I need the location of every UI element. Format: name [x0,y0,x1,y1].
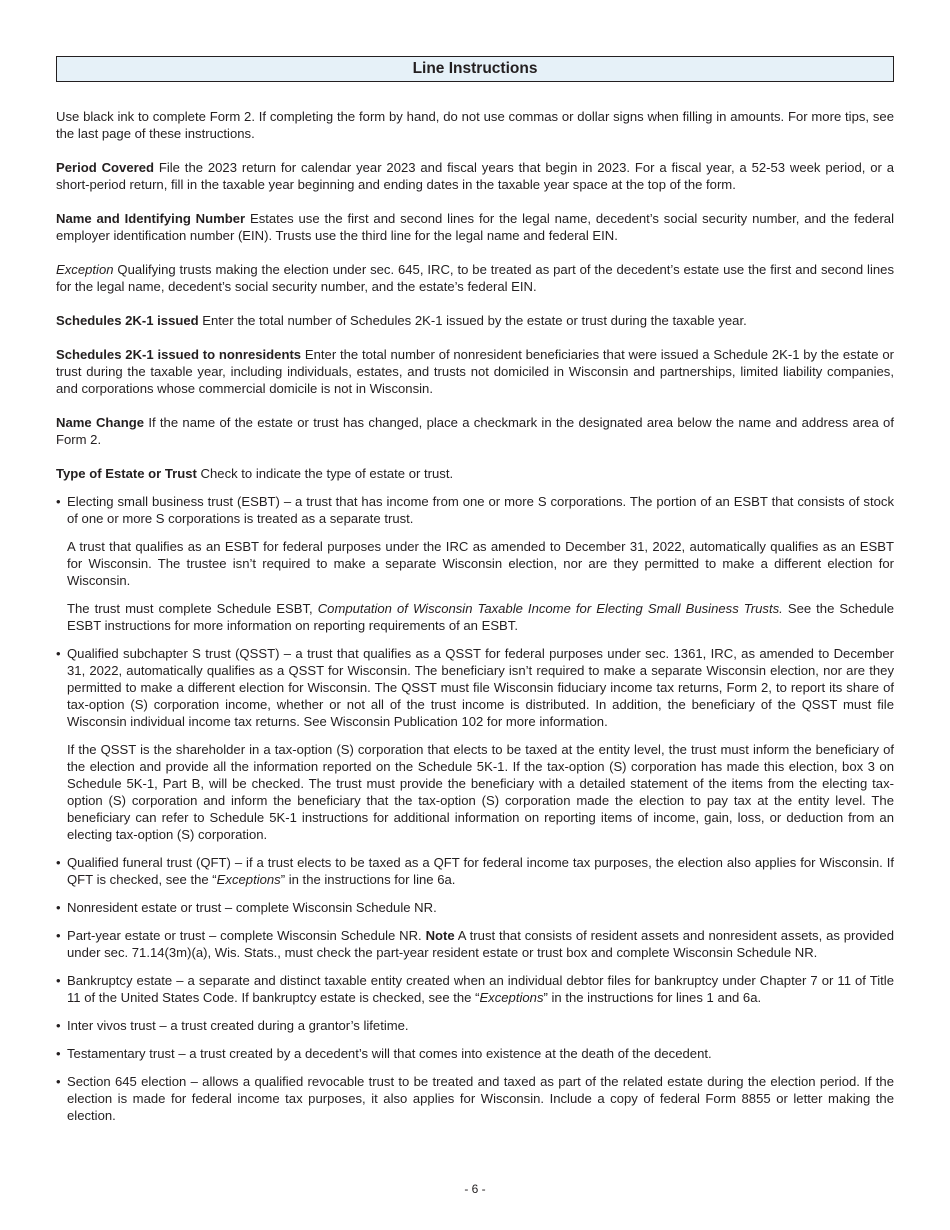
bullet-icon: • [56,928,61,943]
qsst-p2: If the QSST is the shareholder in a tax-option (S) corporation that elects to be taxed at the entity level, the trust must inform the beneficiary of the election and provide all the information reported on the Schedule 5K-1. If the tax-option (S) corporation has made this election, box 3 on Schedule 5K-1, Part B, will be checked. The trust must provide the beneficiary with a detailed statement of the items from the electing tax-option (S) corporation and inform the beneficiary that the tax-option (S) corporation made the election to pay tax at the entity level. The beneficiary can refer to Schedule 5K-1 instructions for additional information on reporting items of income, gain, loss, or deduction from an electing tax-option (S) corporation. [67,742,894,842]
exception-text: Qualifying trusts making the election under sec. 645, IRC, to be treated as part of the decedent’s estate use the first and second lines for the legal name, decedent’s social security number, and the estate’s federal EIN. [56,262,894,294]
part-year-text-2: A trust that consists of resident assets and nonresident assets, as provided under sec. 71.14(3m)(a), Wis. Stats., must check the part-year resident estate or trust box and complete Wisconsin Schedule NR. [67,928,894,960]
k1-issued-paragraph [56,312,894,329]
period-covered-heading: Period Covered [56,160,154,175]
name-id-paragraph [56,210,894,244]
esbt-p2: A trust that qualifies as an ESBT for federal purposes under the IRC as amended to December 31, 2022, automatically qualifies as an ESBT for Wisconsin. The trustee isn’t required to make a separate Wisconsin election, nor are they permitted to make a different election for Wisconsin. [67,539,894,588]
k1-issued-text: Enter the total number of Schedules 2K-1 issued by the estate or trust during the taxable year. [198,313,747,328]
list-item-qsst [56,645,894,843]
k1-nonresidents-heading: Schedules 2K-1 issued to nonresidents [56,347,302,362]
bankruptcy-exceptions: Exceptions [479,990,544,1005]
inter-vivos-text: Inter vivos trust – a trust created during a grantor’s lifetime. [67,1018,409,1033]
bankruptcy-text [67,972,894,1006]
type-text: Check to indicate the type of estate or trust. [196,466,454,481]
exception-heading: Exception [56,262,114,277]
part-year-text-1: Part-year estate or trust – complete Wisconsin Schedule NR. [67,928,426,943]
bullet-icon: • [56,973,61,988]
type-heading: Type of Estate or Trust [56,466,197,481]
list-item-part-year [56,927,894,961]
page-number: - 6 - [464,1182,486,1196]
period-covered-paragraph [56,159,894,193]
qft-text-2: ” in the instructions for line 6a. [280,872,456,887]
bankruptcy-text-1: Bankruptcy estate – a separate and distinct taxable entity created when an individual debtor files for bankruptcy under Chapter 7 or 11 of Title 11 of the United States Code. If bankruptcy estate is checked, see the “ [67,973,894,1005]
type-paragraph [56,465,894,482]
name-id-heading: Name and Identifying Number [56,211,246,226]
list-item-esbt [56,493,894,634]
list-item-bankruptcy [56,972,894,1006]
name-change-heading: Name Change [56,415,144,430]
esbt-schedule-title: Computation of Wisconsin Taxable Income for Electing Small Business Trusts. [317,601,783,616]
esbt-p1: Electing small business trust (ESBT) – a trust that has income from one or more S corporations. The portion of an ESBT that consists of stock of one or more S corporations is treated as a separate trust. [67,494,894,526]
qsst-p1: Qualified subchapter S trust (QSST) – a trust that qualifies as a QSST for federal purposes under sec. 1361, IRC, as amended to December 31, 2022, automatically qualifies as a QSST for Wisconsin. The beneficiary isn’t required to make a separate Wisconsin election, nor are they permitted to make a different election for Wisconsin. The QSST must file Wisconsin fiduciary income tax returns, Form 2, to report its share of tax-option (S) corporation income, whether or not all of the trust income is distributed. In addition, the beneficiary of the QSST must file Wisconsin individual income tax returns. See Wisconsin Publication 102 for more information. [67,646,894,729]
bullet-icon: • [56,1074,61,1089]
esbt-p3 [67,600,894,634]
qft-exceptions: Exceptions [216,872,281,887]
part-year-text [67,927,894,961]
list-item-nonresident [56,899,894,916]
bullet-icon: • [56,1018,61,1033]
section-645-text: Section 645 election – allows a qualified revocable trust to be treated and taxed as part of the related estate during the election period. If the election is made for federal income tax purposes, it also applies for Wisconsin. Include a copy of federal Form 8855 or letter making the election. [67,1074,894,1123]
list-item-inter-vivos [56,1017,894,1034]
testamentary-text: Testamentary trust – a trust created by a decedent’s will that comes into existence at the death of the decedent. [67,1046,712,1061]
k1-nonresidents-paragraph [56,346,894,397]
page-content [56,56,894,1135]
qft-text-1: Qualified funeral trust (QFT) – if a trust elects to be taxed as a QFT for federal income tax purposes, the election also applies for Wisconsin. If QFT is checked, see the “ [67,855,894,887]
list-item-testamentary [56,1045,894,1062]
list-item-section-645 [56,1073,894,1124]
name-change-paragraph [56,414,894,448]
name-id-text: Estates use the first and second lines for the legal name, decedent’s social security number, and the federal employer identification number (EIN). Trusts use the third line for the legal name and federal EIN. [56,211,894,243]
part-year-note: Note [425,928,455,943]
list-item-qft [56,854,894,888]
nonresident-text: Nonresident estate or trust – complete Wisconsin Schedule NR. [67,900,437,915]
k1-nonresidents-text: Enter the total number of nonresident beneficiaries that were issued a Schedule 2K-1 by the estate or trust during the taxable year, including individuals, estates, and trusts not domiciled in Wisconsin and partnerships, limited liability companies, and corporations whose commercial domicile is not in Wisconsin. [56,347,894,396]
bankruptcy-text-2: ” in the instructions for lines 1 and 6a. [543,990,762,1005]
type-list [56,493,894,1124]
bullet-icon: • [56,855,61,870]
qft-text [67,854,894,888]
period-covered-text: File the 2023 return for calendar year 2023 and fiscal years that begin in 2023. For a fiscal year, a 52-53 week period, or a short-period return, fill in the taxable year beginning and ending dates in the taxable year space at the top of the form. [56,160,894,192]
bullet-icon: • [56,1046,61,1061]
name-change-text: If the name of the estate or trust has changed, place a checkmark in the designated area below the name and address area of Form 2. [56,415,894,447]
bullet-icon: • [56,646,61,661]
esbt-p3-text: The trust must complete Schedule ESBT, [67,601,318,616]
esbt-p3-text-2: See the Schedule ESBT instructions for more information on reporting requirements of an ESBT. [67,601,895,633]
bullet-icon: • [56,900,61,915]
section-title: Line Instructions [56,56,894,82]
exception-paragraph [56,261,894,295]
bullet-icon: • [56,494,61,509]
intro-paragraph: Use black ink to complete Form 2. If completing the form by hand, do not use commas or dollar signs when filling in amounts. For more tips, see the last page of these instructions. [56,109,894,141]
k1-issued-heading: Schedules 2K-1 issued [56,313,199,328]
